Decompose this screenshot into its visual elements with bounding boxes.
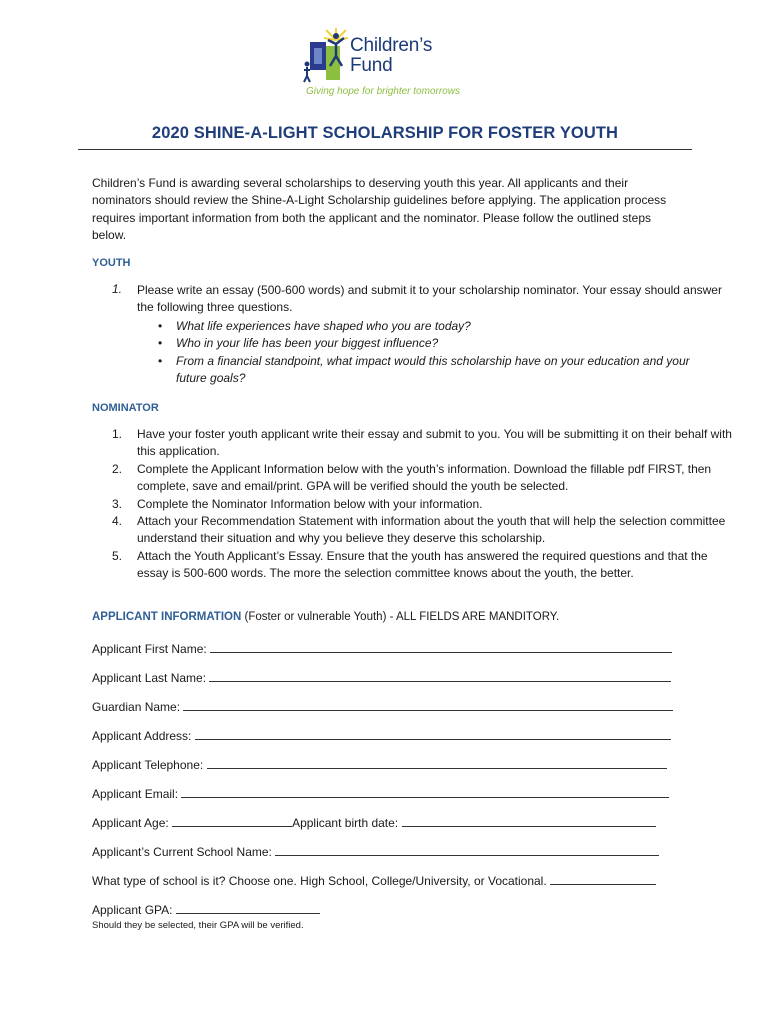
- youth-item-text: Please write an essay (500-600 words) and submit it to your scholarship nominator. Your essay should answer the following three questions.: [137, 283, 722, 315]
- telephone-field: Applicant Telephone:: [92, 757, 667, 772]
- guardian-name-field: Guardian Name:: [92, 699, 673, 714]
- document-title: 2020 SHINE-A-LIGHT SCHOLARSHIP FOR FOSTER YOUTH: [151, 124, 619, 142]
- nominator-steps-list: [112, 426, 732, 583]
- list-item: • Who in your life has been your biggest influence?: [158, 335, 698, 352]
- gpa-note: Should they be selected, their GPA will be verified.: [92, 920, 304, 931]
- first-name-input[interactable]: [210, 641, 672, 653]
- bullet-icon: •: [158, 336, 163, 351]
- youth-item-number: 1.: [112, 282, 123, 296]
- bullet-icon: •: [158, 319, 163, 333]
- list-item: • What life experiences have shaped who you are today?: [158, 318, 698, 335]
- logo-name-line2: Fund: [350, 55, 393, 76]
- logo-figure-icon: [300, 26, 356, 86]
- list-item: 4. Attach your Recommendation Statement with information about the youth that will help the selection committee understand their situation and why you believe they deserve this scholarship.: [112, 514, 726, 546]
- list-item: 5. Attach the Youth Applicant’s Essay. Ensure that the youth has answered the required questions and that the essay is 500-600 words. The more the selection committee knows about the youth, the better.: [112, 548, 708, 581]
- school-name-field: Applicant’s Current School Name:: [92, 844, 659, 859]
- logo-tagline: Giving hope for brighter tomorrows: [306, 86, 460, 97]
- list-item: 2. Complete the Applicant Information below with the youth’s information. Download the fillable pdf FIRST, then complete, save and email/print. GPA will be verified should the youth be selected.: [112, 461, 712, 494]
- applicant-info-heading: [92, 611, 559, 623]
- youth-heading: YOUTH: [92, 257, 131, 269]
- childrens-fund-logo: [300, 26, 480, 102]
- nominator-heading: NOMINATOR: [92, 402, 159, 414]
- email-input[interactable]: [181, 786, 669, 798]
- applicant-heading-label: APPLICANT INFORMATION: [92, 611, 242, 623]
- school-name-input[interactable]: [275, 844, 659, 856]
- age-input[interactable]: [172, 815, 292, 827]
- telephone-input[interactable]: [207, 757, 667, 769]
- logo-wordmark: [350, 36, 432, 76]
- logo-name-line1: Children’s: [350, 35, 433, 56]
- address-input[interactable]: [195, 728, 671, 740]
- first-name-field: Applicant First Name:: [92, 641, 672, 656]
- title-divider: [78, 149, 692, 150]
- list-item: 1. Have your foster youth applicant write their essay and submit to you. You will be submitting it on their behalf with this application.: [112, 427, 732, 459]
- age-birthdate-field: Applicant Age: Applicant birth date:: [92, 815, 656, 830]
- youth-questions-list: [158, 318, 698, 388]
- guardian-name-input[interactable]: [183, 699, 673, 711]
- address-field: Applicant Address:: [92, 728, 671, 743]
- school-type-field: What type of school is it? Choose one. High School, College/University, or Vocational.: [92, 873, 656, 888]
- list-item: • From a financial standpoint, what impact would this scholarship have on your education and your future goals?: [158, 353, 690, 386]
- school-type-input[interactable]: [550, 873, 656, 885]
- birth-date-input[interactable]: [402, 815, 656, 827]
- gpa-input[interactable]: [176, 902, 320, 914]
- applicant-heading-note: (Foster or vulnerable Youth) - ALL FIELDS ARE MANDITORY.: [244, 611, 560, 623]
- intro-paragraph: Children’s Fund is awarding several scholarships to deserving youth this year. All applicants and their nominators should review the Shine-A-Light Scholarship guidelines before applying. The application process requires important information from both the applicant and the nominator. Please follow the outlined steps below.: [92, 176, 667, 243]
- email-field: Applicant Email:: [92, 786, 669, 801]
- bullet-icon: •: [158, 353, 163, 368]
- last-name-input[interactable]: [209, 670, 671, 682]
- list-item: 3. Complete the Nominator Information below with your information.: [112, 496, 483, 511]
- last-name-field: Applicant Last Name:: [92, 670, 671, 685]
- gpa-field: Applicant GPA:: [92, 902, 320, 917]
